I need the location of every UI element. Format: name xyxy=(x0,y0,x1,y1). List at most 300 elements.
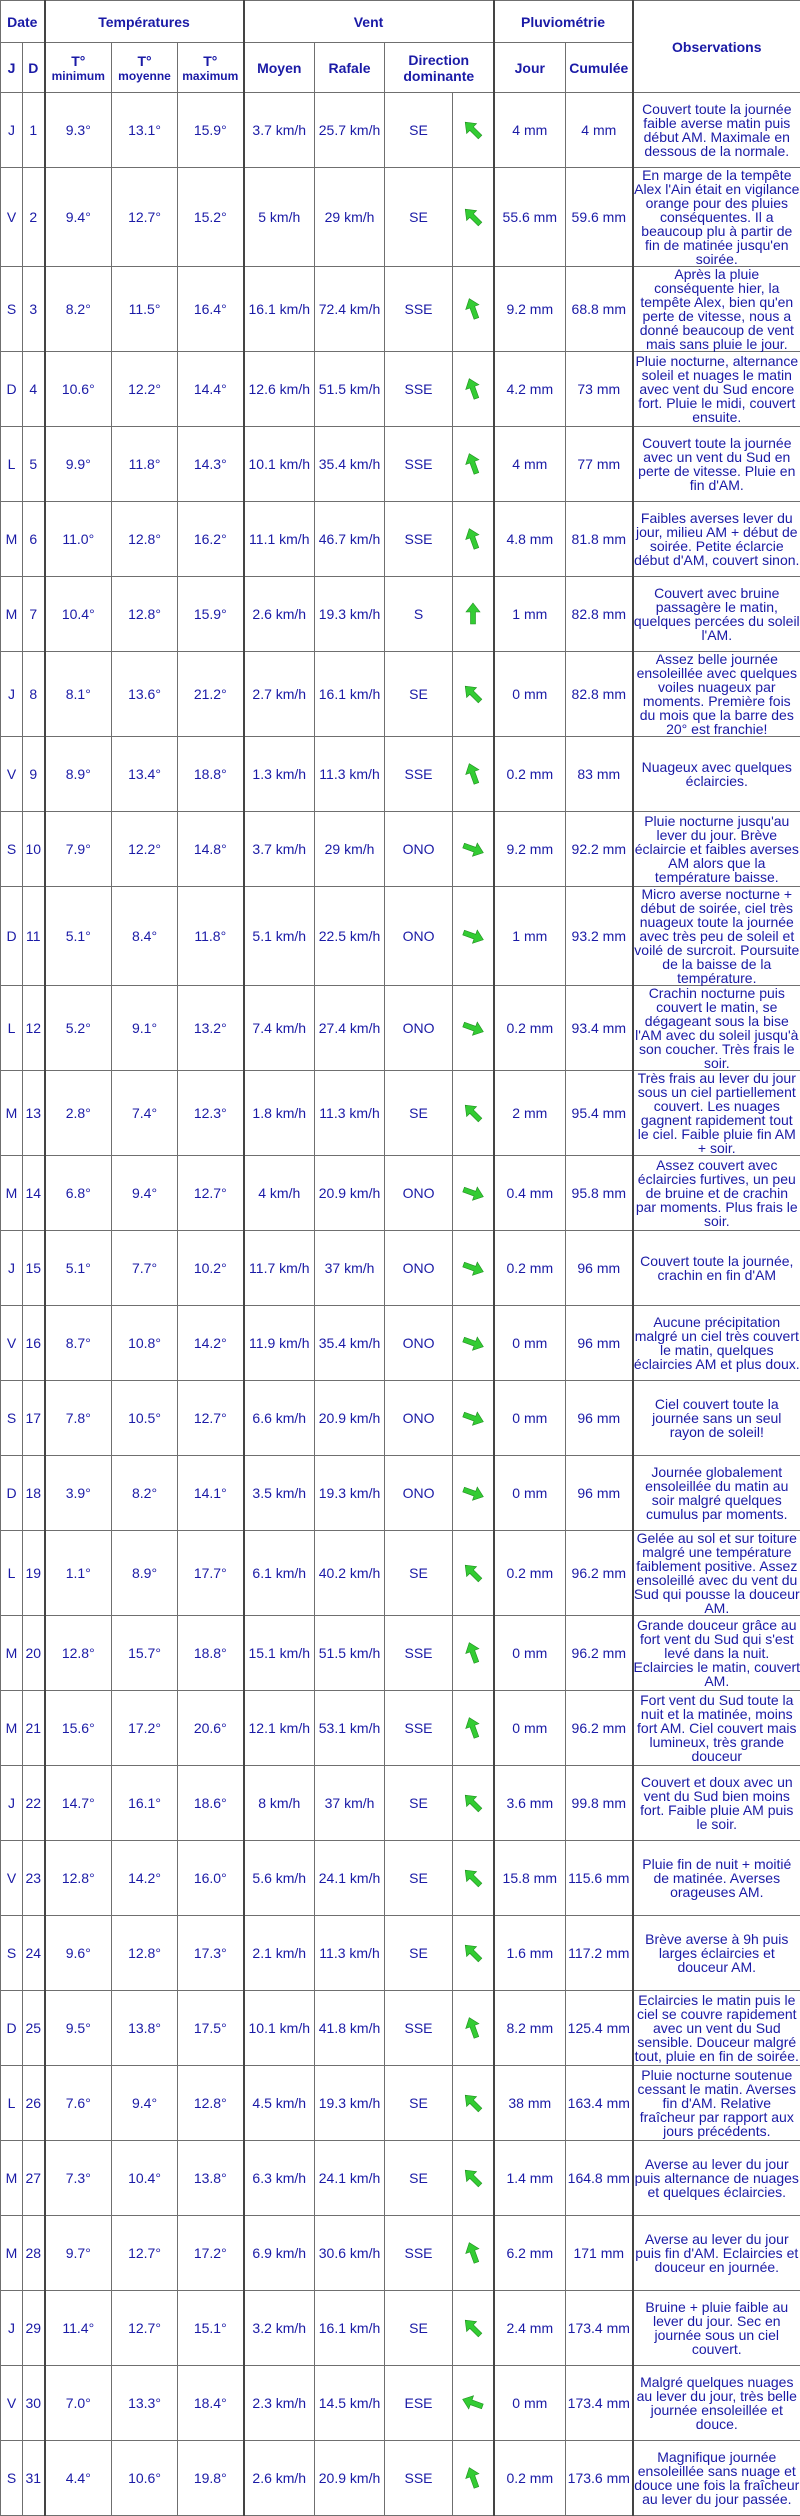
header-j: J xyxy=(1,43,23,93)
rain-cumulative: 92.2 mm xyxy=(566,812,633,887)
wind-arrow-icon xyxy=(460,1790,486,1816)
temp-max: 16.4° xyxy=(178,267,244,352)
wind-arrow-cell xyxy=(453,1231,494,1306)
rain-day: 15.8 mm xyxy=(494,1841,566,1916)
wind-arrow-icon xyxy=(460,451,486,477)
temp-min: 12.8° xyxy=(45,1616,112,1691)
temp-min: 9.6° xyxy=(45,1916,112,1991)
table-row xyxy=(1,2291,800,2366)
temp-min: 1.1° xyxy=(45,1531,112,1616)
wind-arrow-cell xyxy=(453,2291,494,2366)
wind-arrow-cell xyxy=(453,1991,494,2066)
day-letter: M xyxy=(1,1071,23,1156)
rain-day: 0.2 mm xyxy=(494,986,566,1071)
rain-day: 2.4 mm xyxy=(494,2291,566,2366)
day-number: 25 xyxy=(23,1991,45,2066)
day-letter: M xyxy=(1,577,23,652)
header-tmoy xyxy=(112,43,178,93)
temp-max: 12.3° xyxy=(178,1071,244,1156)
wind-gust: 46.7 km/h xyxy=(315,502,385,577)
day-number: 26 xyxy=(23,2066,45,2141)
day-number: 27 xyxy=(23,2141,45,2216)
wind-avg: 4.5 km/h xyxy=(244,2066,315,2141)
temp-max: 14.4° xyxy=(178,352,244,427)
wind-arrow-cell xyxy=(453,352,494,427)
observation-text: Assez belle journée ensoleillée avec quelques voiles nuageux par moments. Première fois du mois que la barre des 20° est franchie! xyxy=(633,652,800,737)
wind-arrow-cell xyxy=(453,2141,494,2216)
rain-cumulative: 96 mm xyxy=(566,1306,633,1381)
day-letter: S xyxy=(1,2441,23,2516)
wind-avg: 6.6 km/h xyxy=(244,1381,315,1456)
wind-gust: 25.7 km/h xyxy=(315,93,385,168)
temp-avg: 10.5° xyxy=(112,1381,178,1456)
table-row xyxy=(1,1691,800,1766)
day-letter: D xyxy=(1,1456,23,1531)
table-row xyxy=(1,577,800,652)
wind-gust: 29 km/h xyxy=(315,168,385,267)
table-row xyxy=(1,812,800,887)
temp-avg: 7.7° xyxy=(112,1231,178,1306)
rain-cumulative: 95.8 mm xyxy=(566,1156,633,1231)
wind-gust: 11.3 km/h xyxy=(315,737,385,812)
temp-avg: 7.4° xyxy=(112,1071,178,1156)
wind-direction: SSE xyxy=(385,2441,453,2516)
temp-min: 9.9° xyxy=(45,427,112,502)
day-number: 5 xyxy=(23,427,45,502)
wind-arrow-cell xyxy=(453,737,494,812)
day-letter: M xyxy=(1,1616,23,1691)
temp-min: 7.6° xyxy=(45,2066,112,2141)
observation-text: Crachin nocturne puis couvert le matin, se dégageant sous la bise l'AM avec du soleil jusqu'à son coucher. Très frais le soir. xyxy=(633,986,800,1071)
observation-text: Ciel couvert toute la journée sans un seul rayon de soleil! xyxy=(633,1381,800,1456)
observation-text: Couvert et doux avec un vent du Sud bien moins fort. Faible pluie AM puis le soir. xyxy=(633,1766,800,1841)
rain-day: 0.2 mm xyxy=(494,1231,566,1306)
temp-max: 18.4° xyxy=(178,2366,244,2441)
table-row xyxy=(1,2066,800,2141)
observation-text: Brève averse à 9h puis larges éclaircies et douceur AM. xyxy=(633,1916,800,1991)
observation-text: Pluie fin de nuit + moitié de matinée. Averses orageuses AM. xyxy=(633,1841,800,1916)
day-letter: L xyxy=(1,1531,23,1616)
temp-max: 16.2° xyxy=(178,502,244,577)
header-tmoy-label: T° xyxy=(137,53,151,69)
wind-arrow-icon xyxy=(460,376,486,402)
observation-text: Malgré quelques nuages au lever du jour, très belle journée ensoleillée et douce. xyxy=(633,2366,800,2441)
temp-avg: 9.4° xyxy=(112,2066,178,2141)
wind-gust: 53.1 km/h xyxy=(315,1691,385,1766)
wind-gust: 35.4 km/h xyxy=(315,427,385,502)
day-letter: V xyxy=(1,168,23,267)
wind-arrow-icon xyxy=(460,1015,486,1041)
temp-max: 12.7° xyxy=(178,1381,244,1456)
wind-direction: SE xyxy=(385,1841,453,1916)
wind-gust: 37 km/h xyxy=(315,1766,385,1841)
wind-direction: SE xyxy=(385,1916,453,1991)
temp-max: 13.2° xyxy=(178,986,244,1071)
rain-day: 0 mm xyxy=(494,1381,566,1456)
temp-max: 18.8° xyxy=(178,737,244,812)
temp-max: 18.8° xyxy=(178,1616,244,1691)
day-number: 29 xyxy=(23,2291,45,2366)
observation-text: Bruine + pluie faible au lever du jour. Sec en journée sous un ciel couvert. xyxy=(633,2291,800,2366)
wind-arrow-cell xyxy=(453,2066,494,2141)
temp-min: 9.4° xyxy=(45,168,112,267)
wind-gust: 51.5 km/h xyxy=(315,352,385,427)
observation-text: Averse au lever du jour puis alternance de nuages et quelques éclaircies. xyxy=(633,2141,800,2216)
wind-gust: 16.1 km/h xyxy=(315,2291,385,2366)
day-number: 19 xyxy=(23,1531,45,1616)
wind-arrow-cell xyxy=(453,2216,494,2291)
temp-min: 8.9° xyxy=(45,737,112,812)
day-letter: D xyxy=(1,1991,23,2066)
temp-max: 10.2° xyxy=(178,1231,244,1306)
temp-min: 14.7° xyxy=(45,1766,112,1841)
wind-arrow-icon xyxy=(460,117,486,143)
wind-arrow-cell xyxy=(453,1156,494,1231)
header-date: Date xyxy=(1,1,45,43)
rain-day: 0.2 mm xyxy=(494,2441,566,2516)
rain-cumulative: 173.4 mm xyxy=(566,2291,633,2366)
wind-gust: 27.4 km/h xyxy=(315,986,385,1071)
temp-min: 5.2° xyxy=(45,986,112,1071)
rain-cumulative: 73 mm xyxy=(566,352,633,427)
day-letter: L xyxy=(1,427,23,502)
table-row xyxy=(1,502,800,577)
temp-avg: 10.4° xyxy=(112,2141,178,2216)
rain-cumulative: 96.2 mm xyxy=(566,1616,633,1691)
rain-cumulative: 96 mm xyxy=(566,1381,633,1456)
wind-direction: SE xyxy=(385,1766,453,1841)
rain-cumulative: 173.4 mm xyxy=(566,2366,633,2441)
temp-avg: 9.4° xyxy=(112,1156,178,1231)
day-number: 21 xyxy=(23,1691,45,1766)
table-row xyxy=(1,427,800,502)
temp-max: 15.9° xyxy=(178,93,244,168)
wind-avg: 3.7 km/h xyxy=(244,812,315,887)
table-row xyxy=(1,168,800,267)
rain-day: 1.4 mm xyxy=(494,2141,566,2216)
wind-direction: SSE xyxy=(385,502,453,577)
temp-min: 9.5° xyxy=(45,1991,112,2066)
temp-avg: 8.9° xyxy=(112,1531,178,1616)
temp-avg: 13.3° xyxy=(112,2366,178,2441)
rain-cumulative: 163.4 mm xyxy=(566,2066,633,2141)
table-row xyxy=(1,93,800,168)
temp-avg: 12.2° xyxy=(112,352,178,427)
day-letter: S xyxy=(1,1381,23,1456)
day-number: 6 xyxy=(23,502,45,577)
day-number: 14 xyxy=(23,1156,45,1231)
day-letter: V xyxy=(1,737,23,812)
temp-min: 15.6° xyxy=(45,1691,112,1766)
header-tmax-label: T° xyxy=(203,53,217,69)
temp-avg: 12.8° xyxy=(112,1916,178,1991)
rain-day: 38 mm xyxy=(494,2066,566,2141)
wind-direction: ONO xyxy=(385,812,453,887)
wind-avg: 12.6 km/h xyxy=(244,352,315,427)
temp-max: 15.1° xyxy=(178,2291,244,2366)
table-row xyxy=(1,352,800,427)
rain-day: 0 mm xyxy=(494,2366,566,2441)
temp-max: 14.3° xyxy=(178,427,244,502)
temp-max: 17.7° xyxy=(178,1531,244,1616)
observation-text: Aucune précipitation malgré un ciel très couvert le matin, quelques éclaircies AM et plus doux. xyxy=(633,1306,800,1381)
temp-avg: 13.6° xyxy=(112,652,178,737)
observation-text: Pluie nocturne jusqu'au lever du jour. Brève éclaircie et faibles averses AM alors que la température baisse. xyxy=(633,812,800,887)
temp-max: 21.2° xyxy=(178,652,244,737)
temp-max: 17.5° xyxy=(178,1991,244,2066)
day-number: 13 xyxy=(23,1071,45,1156)
day-number: 18 xyxy=(23,1456,45,1531)
rain-cumulative: 96.2 mm xyxy=(566,1531,633,1616)
wind-arrow-icon xyxy=(460,1100,486,1126)
temp-min: 12.8° xyxy=(45,1841,112,1916)
observation-text: Assez couvert avec éclaircies furtives, un peu de bruine et de crachin par moments. Plus frais le soir. xyxy=(633,1156,800,1231)
rain-cumulative: 95.4 mm xyxy=(566,1071,633,1156)
wind-direction: SSE xyxy=(385,737,453,812)
day-letter: V xyxy=(1,1306,23,1381)
wind-avg: 3.7 km/h xyxy=(244,93,315,168)
rain-day: 4.8 mm xyxy=(494,502,566,577)
temp-max: 19.8° xyxy=(178,2441,244,2516)
temp-max: 12.8° xyxy=(178,2066,244,2141)
wind-avg: 12.1 km/h xyxy=(244,1691,315,1766)
wind-gust: 16.1 km/h xyxy=(315,652,385,737)
wind-direction: SSE xyxy=(385,352,453,427)
wind-arrow-icon xyxy=(460,1330,486,1356)
wind-avg: 1.8 km/h xyxy=(244,1071,315,1156)
day-number: 10 xyxy=(23,812,45,887)
wind-direction: S xyxy=(385,577,453,652)
rain-day: 4 mm xyxy=(494,427,566,502)
wind-direction: ONO xyxy=(385,1156,453,1231)
observation-text: Couvert toute la journée faible averse matin puis début AM. Maximale en dessous de la normale. xyxy=(633,93,800,168)
wind-arrow-icon xyxy=(460,296,486,322)
wind-arrow-icon xyxy=(460,2315,486,2341)
rain-day: 0.2 mm xyxy=(494,737,566,812)
wind-arrow-icon xyxy=(460,1405,486,1431)
temp-min: 3.9° xyxy=(45,1456,112,1531)
temp-avg: 16.1° xyxy=(112,1766,178,1841)
rain-cumulative: 82.8 mm xyxy=(566,577,633,652)
temp-max: 14.8° xyxy=(178,812,244,887)
rain-day: 0.4 mm xyxy=(494,1156,566,1231)
wind-direction: ONO xyxy=(385,1381,453,1456)
wind-arrow-icon xyxy=(460,1180,486,1206)
wind-gust: 41.8 km/h xyxy=(315,1991,385,2066)
header-d: D xyxy=(23,43,45,93)
temp-max: 15.2° xyxy=(178,168,244,267)
table-row xyxy=(1,1231,800,1306)
day-letter: M xyxy=(1,502,23,577)
day-number: 15 xyxy=(23,1231,45,1306)
temp-avg: 9.1° xyxy=(112,986,178,1071)
wind-arrow-cell xyxy=(453,502,494,577)
day-number: 16 xyxy=(23,1306,45,1381)
table-row xyxy=(1,1381,800,1456)
observation-text: Couvert toute la journée avec un vent du Sud en perte de vitesse. Pluie en fin d'AM. xyxy=(633,427,800,502)
wind-arrow-cell xyxy=(453,1531,494,1616)
observation-text: Nuageux avec quelques éclaircies. xyxy=(633,737,800,812)
day-letter: J xyxy=(1,1766,23,1841)
day-number: 9 xyxy=(23,737,45,812)
wind-arrow-icon xyxy=(460,1865,486,1891)
wind-avg: 1.3 km/h xyxy=(244,737,315,812)
day-number: 22 xyxy=(23,1766,45,1841)
day-letter: J xyxy=(1,93,23,168)
table-row xyxy=(1,1531,800,1616)
temp-min: 11.4° xyxy=(45,2291,112,2366)
day-number: 31 xyxy=(23,2441,45,2516)
rain-cumulative: 83 mm xyxy=(566,737,633,812)
day-letter: M xyxy=(1,1691,23,1766)
wind-avg: 2.6 km/h xyxy=(244,577,315,652)
day-letter: S xyxy=(1,812,23,887)
table-row xyxy=(1,1456,800,1531)
wind-arrow-icon xyxy=(460,1560,486,1586)
table-row xyxy=(1,1306,800,1381)
rain-cumulative: 93.4 mm xyxy=(566,986,633,1071)
table-row xyxy=(1,1766,800,1841)
header-pluviometrie: Pluviométrie xyxy=(494,1,633,43)
wind-gust: 19.3 km/h xyxy=(315,1456,385,1531)
wind-direction: SE xyxy=(385,168,453,267)
wind-gust: 19.3 km/h xyxy=(315,577,385,652)
wind-gust: 35.4 km/h xyxy=(315,1306,385,1381)
day-letter: J xyxy=(1,652,23,737)
rain-day: 55.6 mm xyxy=(494,168,566,267)
temp-max: 17.3° xyxy=(178,1916,244,1991)
table-row xyxy=(1,737,800,812)
wind-gust: 24.1 km/h xyxy=(315,1841,385,1916)
temp-max: 16.0° xyxy=(178,1841,244,1916)
wind-direction: ONO xyxy=(385,986,453,1071)
day-number: 11 xyxy=(23,887,45,986)
wind-avg: 2.1 km/h xyxy=(244,1916,315,1991)
observation-text: Averse au lever du jour puis fin d'AM. Eclaircies et douceur en journée. xyxy=(633,2216,800,2291)
temp-avg: 17.2° xyxy=(112,1691,178,1766)
day-number: 4 xyxy=(23,352,45,427)
temp-avg: 11.8° xyxy=(112,427,178,502)
day-number: 28 xyxy=(23,2216,45,2291)
table-row xyxy=(1,1916,800,1991)
day-letter: D xyxy=(1,352,23,427)
wind-direction: SSE xyxy=(385,427,453,502)
temp-min: 2.8° xyxy=(45,1071,112,1156)
wind-gust: 30.6 km/h xyxy=(315,2216,385,2291)
table-row xyxy=(1,267,800,352)
rain-cumulative: 59.6 mm xyxy=(566,168,633,267)
wind-avg: 6.1 km/h xyxy=(244,1531,315,1616)
temp-min: 8.7° xyxy=(45,1306,112,1381)
temp-avg: 8.2° xyxy=(112,1456,178,1531)
wind-arrow-cell xyxy=(453,1766,494,1841)
temp-min: 7.8° xyxy=(45,1381,112,1456)
rain-day: 1 mm xyxy=(494,887,566,986)
temp-avg: 14.2° xyxy=(112,1841,178,1916)
day-number: 2 xyxy=(23,168,45,267)
wind-gust: 72.4 km/h xyxy=(315,267,385,352)
wind-gust: 51.5 km/h xyxy=(315,1616,385,1691)
wind-arrow-icon xyxy=(460,761,486,787)
wind-arrow-icon xyxy=(460,1480,486,1506)
wind-gust: 22.5 km/h xyxy=(315,887,385,986)
table-row xyxy=(1,2441,800,2516)
day-letter: J xyxy=(1,1231,23,1306)
wind-arrow-cell xyxy=(453,812,494,887)
day-letter: M xyxy=(1,2141,23,2216)
observation-text: Après la pluie conséquente hier, la tempête Alex, bien qu'en perte de vitesse, nous a donné beaucoup de vent mais sans pluie le jour. xyxy=(633,267,800,352)
wind-arrow-icon xyxy=(460,836,486,862)
day-number: 12 xyxy=(23,986,45,1071)
rain-day: 9.2 mm xyxy=(494,267,566,352)
temp-min: 7.3° xyxy=(45,2141,112,2216)
wind-avg: 3.5 km/h xyxy=(244,1456,315,1531)
wind-arrow-cell xyxy=(453,168,494,267)
temp-avg: 13.8° xyxy=(112,1991,178,2066)
temp-min: 9.7° xyxy=(45,2216,112,2291)
rain-cumulative: 115.6 mm xyxy=(566,1841,633,1916)
wind-gust: 24.1 km/h xyxy=(315,2141,385,2216)
wind-gust: 19.3 km/h xyxy=(315,2066,385,2141)
day-letter: S xyxy=(1,267,23,352)
observation-text: Fort vent du Sud toute la nuit et la matinée, moins fort AM. Ciel couvert mais lumineux, très grande douceur xyxy=(633,1691,800,1766)
wind-avg: 5.6 km/h xyxy=(244,1841,315,1916)
header-direction: Direction dominante xyxy=(385,43,494,93)
temp-avg: 10.6° xyxy=(112,2441,178,2516)
wind-avg: 5 km/h xyxy=(244,168,315,267)
rain-cumulative: 125.4 mm xyxy=(566,1991,633,2066)
wind-arrow-icon xyxy=(460,1940,486,1966)
wind-avg: 3.2 km/h xyxy=(244,2291,315,2366)
wind-arrow-cell xyxy=(453,887,494,986)
wind-direction: SE xyxy=(385,2291,453,2366)
header-moyen: Moyen xyxy=(244,43,315,93)
header-observations: Observations xyxy=(633,1,800,93)
header-tmin-label: T° xyxy=(71,53,85,69)
rain-cumulative: 82.8 mm xyxy=(566,652,633,737)
temp-max: 15.9° xyxy=(178,577,244,652)
temp-min: 10.6° xyxy=(45,352,112,427)
wind-arrow-cell xyxy=(453,577,494,652)
table-row xyxy=(1,1071,800,1156)
day-letter: L xyxy=(1,2066,23,2141)
day-number: 30 xyxy=(23,2366,45,2441)
temp-min: 10.4° xyxy=(45,577,112,652)
temp-min: 9.3° xyxy=(45,93,112,168)
rain-day: 1.6 mm xyxy=(494,1916,566,1991)
header-rafale: Rafale xyxy=(315,43,385,93)
observation-text: Magnifique journée ensoleillée sans nuage et douce une fois la fraîcheur au lever du jour passée. xyxy=(633,2441,800,2516)
day-number: 3 xyxy=(23,267,45,352)
wind-arrow-icon xyxy=(460,2240,486,2266)
wind-avg: 2.6 km/h xyxy=(244,2441,315,2516)
wind-avg: 10.1 km/h xyxy=(244,1991,315,2066)
day-number: 24 xyxy=(23,1916,45,1991)
wind-arrow-icon xyxy=(460,526,486,552)
header-jour: Jour xyxy=(494,43,566,93)
rain-cumulative: 93.2 mm xyxy=(566,887,633,986)
table-row xyxy=(1,986,800,1071)
table-row xyxy=(1,1616,800,1691)
wind-arrow-cell xyxy=(453,1381,494,1456)
header-temperatures: Températures xyxy=(45,1,244,43)
wind-arrow-cell xyxy=(453,1691,494,1766)
rain-day: 4 mm xyxy=(494,93,566,168)
wind-direction: SE xyxy=(385,652,453,737)
wind-arrow-icon xyxy=(460,2015,486,2041)
wind-arrow-icon xyxy=(460,204,486,230)
day-letter: S xyxy=(1,1916,23,1991)
